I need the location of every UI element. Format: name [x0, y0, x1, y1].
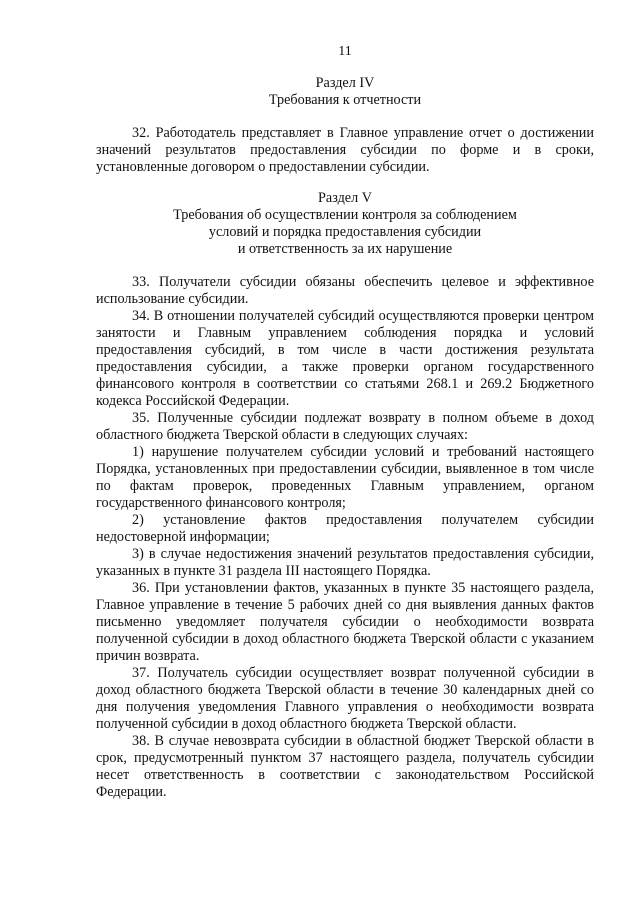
- paragraph-35-item-1: 1) нарушение получателем субсидии условий и требований настоящего Порядка, установленных при предоставлении субсидии, выявленное в том числе по фактам проверок, проведенных Главным управлением, органом государственного финансового контроля;: [96, 444, 594, 511]
- paragraph-34: 34. В отношении получателей субсидий осуществляются проверки центром занятости и Главным управлением соблюдения порядка и условий предоставления субсидий, в том числе в части достижения результата предоставления субсидии, а также проверки органом государственного финансового контроля в соответствии со статьями 268.1 и 269.2 Бюджетного кодекса Российской Федерации.: [96, 308, 594, 409]
- section-4-subtitle: Требования к отчетности: [268, 92, 422, 108]
- section-4-title: Раздел IV: [315, 75, 375, 91]
- paragraph-36: 36. При установлении фактов, указанных в пункте 35 настоящего раздела, Главное управление в течение 5 рабочих дней со дня выявления данных фактов письменно уведомляет получателя субсидии о необходимости возврата полученной субсидии в доход областного бюджета Тверской области с указанием причин возврата.: [96, 580, 594, 664]
- paragraph-32: 32. Работодатель представляет в Главное управление отчет о достижении значений результатов предоставления субсидии по форме и в сроки, установленные договором о предоставлении субсидии.: [96, 125, 594, 175]
- section-5-subtitle-line-1: Требования об осуществлении контроля за соблюдением: [173, 207, 517, 223]
- section-5-title: Раздел V: [318, 190, 372, 206]
- paragraph-38: 38. В случае невозврата субсидии в областной бюджет Тверской области в срок, предусмотренный пунктом 37 настоящего раздела, получатель субсидии несет ответственность в соответствии с законодательством Российской Федерации.: [96, 733, 594, 800]
- paragraph-35-item-2: 2) установление фактов предоставления получателем субсидии недостоверной информации;: [96, 512, 594, 545]
- paragraph-37: 37. Получатель субсидии осуществляет возврат полученной субсидии в доход областного бюджета Тверской области в течение 30 календарных дней со дня получения уведомления Главного управления о необходимости возврата полученной субсидии в доход областного бюджета Тверской области.: [96, 665, 594, 732]
- paragraph-35-item-3: 3) в случае недостижения значений результатов предоставления субсидии, указанных в пункте 31 раздела III настоящего Порядка.: [96, 546, 594, 579]
- page-number: 11: [338, 44, 352, 59]
- section-5-subtitle-line-3: и ответственность за их нарушение: [237, 241, 453, 257]
- section-5-subtitle-line-2: условий и порядка предоставления субсидии: [208, 224, 482, 240]
- paragraph-33: 33. Получатели субсидии обязаны обеспечить целевое и эффективное использование субсидии.: [96, 274, 594, 307]
- paragraph-35: 35. Полученные субсидии подлежат возврату в полном объеме в доход областного бюджета Тверской области в следующих случаях:: [96, 410, 594, 443]
- section-4-heading: [96, 75, 594, 109]
- section-5-heading: [96, 190, 594, 258]
